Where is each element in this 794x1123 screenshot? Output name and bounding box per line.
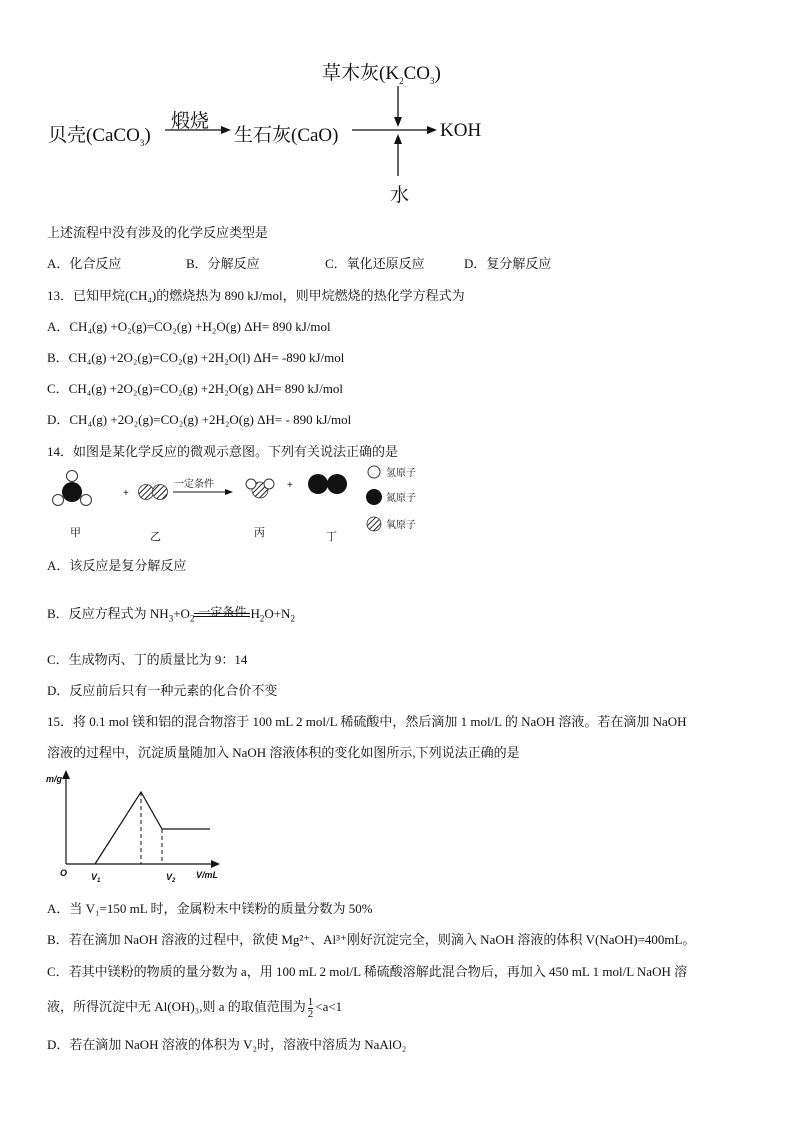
o-atom	[139, 485, 154, 500]
flow-arrows	[0, 0, 794, 210]
ash-arrowhead	[394, 117, 402, 127]
q14-option-b: B．反应方程式为 $NH_3+O_2$ 一定条件 $H_2O+N_2$	[47, 605, 295, 624]
condition-label: 一定条件	[174, 479, 214, 490]
x-axis-label: V/mL	[196, 870, 219, 880]
q14-option-a: A．该反应是复分解反应	[47, 558, 187, 573]
q14-stem: 14．如图是某化学反应的微观示意图。下列有关说法正确的是	[47, 444, 399, 459]
q13-option-a: A．CH₄(g) +O₂(g)=CO₂(g) +H₂O(g) ΔH= 890 kJ/mol	[47, 319, 331, 334]
n-atom	[62, 482, 82, 502]
calcine-arrowhead	[221, 126, 231, 134]
q12-option-a: A．化合反应	[47, 256, 122, 271]
q15-option-c-line2: 液，所得沉淀中无 Al(OH)₃,则 a 的取值范围为 $\frac{1}{2}$ <a<1	[47, 995, 343, 1020]
y-axis-arrowhead	[62, 770, 70, 779]
n-atom	[327, 474, 347, 494]
q15-option-c-line1: C．若其中镁粉的物质的量分数为 a，用 100 mL 2 mol/L 稀硫酸溶解此混合物后，再加入 450 mL 1 mol/L NaOH 溶	[47, 964, 688, 979]
origin-label: O	[60, 868, 68, 878]
q13-option-c: C．CH₄(g) +2O₂(g)=CO₂(g) +2H₂O(g) ΔH= 890 kJ/mol	[47, 381, 343, 396]
q15-stem-line2: 溶液的过程中，沉淀质量随加入 NaOH 溶液体积的变化如图所示,下列说法正确的是	[47, 745, 520, 760]
legend-h-atom	[368, 466, 380, 478]
q12-option-c: C．氧化还原反应	[325, 256, 425, 271]
legend-n-label: 氮原子	[386, 493, 416, 504]
label-jia: 甲	[70, 527, 81, 539]
fraction: $\frac{1}{2}$	[307, 995, 314, 1020]
q15-graph	[44, 770, 244, 888]
v2-label: $V_2$	[166, 872, 176, 884]
koh-arrowhead	[427, 126, 437, 134]
q14-reaction-diagram	[40, 462, 440, 547]
h-atom	[67, 471, 78, 482]
flow-koh-label: KOH	[440, 120, 482, 141]
q15-option-d: D．若在滴加 NaOH 溶液的体积为 V₂时，溶液中溶质为 NaAlO₂	[47, 1037, 407, 1052]
label-bing: 丙	[254, 527, 265, 539]
q14-option-d: D．反应前后只有一种元素的化合价不变	[47, 683, 278, 698]
x-axis-arrowhead	[211, 860, 220, 868]
legend-o-label: 氧原子	[386, 520, 416, 531]
o-atom	[153, 485, 168, 500]
legend-n-atom	[366, 489, 382, 505]
flow-calcine-label: 煅烧	[171, 111, 210, 132]
n-atom	[308, 474, 328, 494]
legend-o-atom	[367, 517, 381, 531]
label-yi: 乙	[150, 531, 161, 543]
q14-option-c: C．生成物丙、丁的质量比为 9：14	[47, 652, 248, 667]
q14-condition-over: 一定条件	[198, 605, 247, 619]
q15-option-b: B．若在滴加 NaOH 溶液的过程中，欲使 Mg²⁺、Al³⁺刚好沉淀完全，则滴入 NaOH 溶液的体积 V(NaOH)=400mL。	[47, 932, 696, 947]
y-axis-label: m/g	[46, 774, 63, 784]
q12-option-b: B．分解反应	[186, 256, 260, 271]
h-atom	[246, 479, 256, 489]
flow-lime-label: 生石灰(CaO)	[234, 125, 339, 146]
legend-h-label: 氢原子	[386, 468, 416, 479]
q12-stem: 上述流程中没有涉及的化学反应类型是	[47, 225, 269, 240]
q15-option-a: A．当 V₁=150 mL 时，金属粉末中镁粉的质量分数为 50%	[47, 901, 373, 916]
label-ding: 丁	[326, 531, 337, 543]
v1-label: $V_1$	[91, 872, 101, 884]
flow-ash-label: 草木灰$(K_2CO_3)$	[322, 63, 441, 86]
plus-sign: +	[287, 480, 293, 491]
water-arrowhead	[394, 134, 402, 144]
precipitate-curve	[95, 792, 210, 864]
plus-sign: +	[123, 488, 129, 499]
q13-stem: 13．已知甲烷(CH₄)的燃烧热为 890 kJ/mol，则甲烷燃烧的热化学方程式为	[47, 288, 465, 303]
h-atom	[264, 479, 274, 489]
q15-stem-line1: 15．将 0.1 mol 镁和铝的混合物溶于 100 mL 2 mol/L 稀硫酸中，然后滴加 1 mol/L 的 NaOH 溶液。若在滴加 NaOH	[47, 714, 687, 729]
q12-option-d: D．复分解反应	[464, 256, 552, 271]
h-atom	[53, 495, 64, 506]
flow-shell-label: 贝壳(CaCO$_3$)	[48, 125, 151, 148]
q13-option-b: B．CH₄(g) +2O₂(g)=CO₂(g) +2H₂O(l) ΔH= -890 kJ/mol	[47, 350, 345, 365]
reaction-arrowhead	[225, 489, 233, 495]
h-atom	[81, 495, 92, 506]
q13-option-d: D．CH₄(g) +2O₂(g)=CO₂(g) +2H₂O(g) ΔH= - 890 kJ/mol	[47, 412, 352, 427]
flow-water-label: 水	[390, 185, 410, 206]
